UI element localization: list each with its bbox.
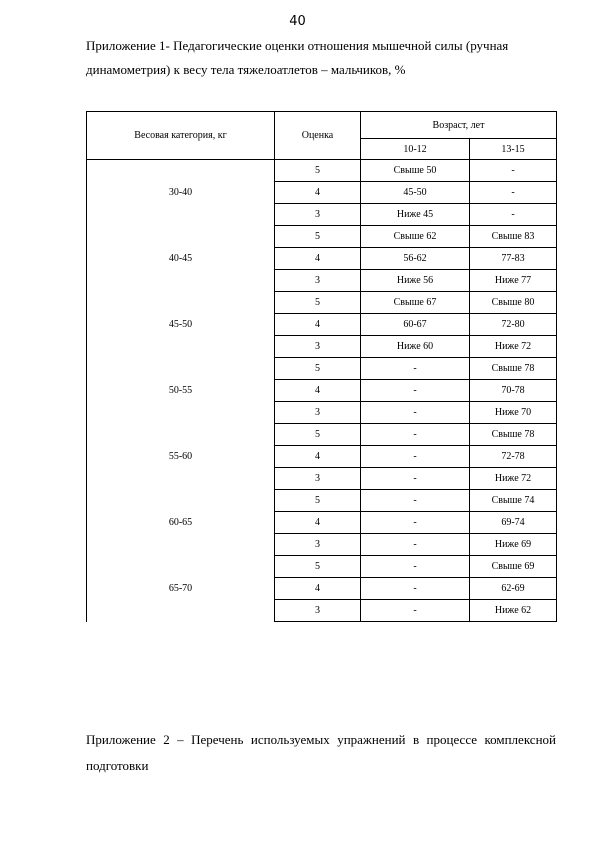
table-row (87, 490, 557, 512)
table-row (87, 556, 557, 578)
age-10-12-cell: - (361, 380, 470, 402)
age-10-12-cell: - (361, 468, 470, 490)
age-13-15-cell: Свыше 74 (470, 490, 557, 512)
age-10-12-cell: - (361, 578, 470, 600)
table-header-row (87, 112, 557, 139)
score-cell: 5 (275, 292, 361, 314)
age-13-15-cell: Свыше 78 (470, 424, 557, 446)
age-10-12-cell: - (361, 402, 470, 424)
score-cell: 4 (275, 512, 361, 534)
age-10-12-cell: Свыше 67 (361, 292, 470, 314)
score-cell: 4 (275, 446, 361, 468)
age-10-12-cell: - (361, 424, 470, 446)
score-cell: 5 (275, 556, 361, 578)
score-cell: 3 (275, 204, 361, 226)
age-13-15-cell: 72-80 (470, 314, 557, 336)
age-13-15-cell: Ниже 69 (470, 534, 557, 556)
score-cell: 5 (275, 358, 361, 380)
age-10-12-cell: Ниже 60 (361, 336, 470, 358)
age-13-15-cell: Ниже 62 (470, 600, 557, 622)
header-score: Оценка (275, 112, 361, 160)
page-number: 40 (289, 14, 306, 29)
score-cell: 3 (275, 336, 361, 358)
age-13-15-cell: Свыше 83 (470, 226, 557, 248)
age-13-15-cell: - (470, 182, 557, 204)
header-age-13-15: 13-15 (470, 139, 557, 160)
age-13-15-cell: Свыше 69 (470, 556, 557, 578)
weight-category-cell: 30-40 (87, 160, 275, 226)
table-row (87, 160, 557, 182)
score-cell: 4 (275, 380, 361, 402)
score-cell: 3 (275, 468, 361, 490)
score-cell: 4 (275, 248, 361, 270)
score-cell: 3 (275, 600, 361, 622)
table-row (87, 226, 557, 248)
table-row (87, 358, 557, 380)
age-13-15-cell: - (470, 204, 557, 226)
age-13-15-cell: Ниже 77 (470, 270, 557, 292)
age-10-12-cell: - (361, 556, 470, 578)
age-13-15-cell: Ниже 70 (470, 402, 557, 424)
score-cell: 4 (275, 578, 361, 600)
age-13-15-cell: 72-78 (470, 446, 557, 468)
score-cell: 4 (275, 314, 361, 336)
age-13-15-cell: - (470, 160, 557, 182)
header-age: Возраст, лет (361, 112, 557, 139)
age-10-12-cell: Ниже 45 (361, 204, 470, 226)
age-13-15-cell: Ниже 72 (470, 468, 557, 490)
age-10-12-cell: - (361, 534, 470, 556)
age-10-12-cell: Ниже 56 (361, 270, 470, 292)
table-row (87, 424, 557, 446)
weight-category-cell: 60-65 (87, 490, 275, 556)
weight-category-cell: 50-55 (87, 358, 275, 424)
age-13-15-cell: 70-78 (470, 380, 557, 402)
score-cell: 5 (275, 160, 361, 182)
score-cell: 3 (275, 402, 361, 424)
age-10-12-cell: - (361, 490, 470, 512)
age-13-15-cell: Свыше 78 (470, 358, 557, 380)
header-age-10-12: 10-12 (361, 139, 470, 160)
score-cell: 5 (275, 424, 361, 446)
age-10-12-cell: - (361, 600, 470, 622)
age-10-12-cell: 45-50 (361, 182, 470, 204)
weight-category-cell: 45-50 (87, 292, 275, 358)
age-13-15-cell: 69-74 (470, 512, 557, 534)
age-10-12-cell: Свыше 50 (361, 160, 470, 182)
age-13-15-cell: 62-69 (470, 578, 557, 600)
score-cell: 5 (275, 226, 361, 248)
appendix-2-title: Приложение 2 – Перечень используемых упражнений в процессе комплексной подготовки (86, 732, 556, 773)
age-10-12-cell: - (361, 358, 470, 380)
table-row (87, 292, 557, 314)
age-13-15-cell: Свыше 80 (470, 292, 557, 314)
age-10-12-cell: - (361, 512, 470, 534)
age-10-12-cell: 60-67 (361, 314, 470, 336)
score-cell: 3 (275, 270, 361, 292)
appendix-1-title: Приложение 1- Педагогические оценки отношения мышечной силы (ручная динамометрия) к весу тела тяжелоатлетов – мальчиков, % (86, 38, 509, 77)
age-13-15-cell: 77-83 (470, 248, 557, 270)
score-cell: 5 (275, 490, 361, 512)
age-10-12-cell: - (361, 446, 470, 468)
score-cell: 3 (275, 534, 361, 556)
score-cell: 4 (275, 182, 361, 204)
age-13-15-cell: Ниже 72 (470, 336, 557, 358)
weight-category-cell: 65-70 (87, 556, 275, 622)
weight-category-cell: 40-45 (87, 226, 275, 292)
weight-category-cell: 55-60 (87, 424, 275, 490)
strength-assessment-table (86, 111, 557, 622)
age-10-12-cell: 56-62 (361, 248, 470, 270)
header-weight-category: Весовая категория, кг (87, 112, 275, 160)
age-10-12-cell: Свыше 62 (361, 226, 470, 248)
